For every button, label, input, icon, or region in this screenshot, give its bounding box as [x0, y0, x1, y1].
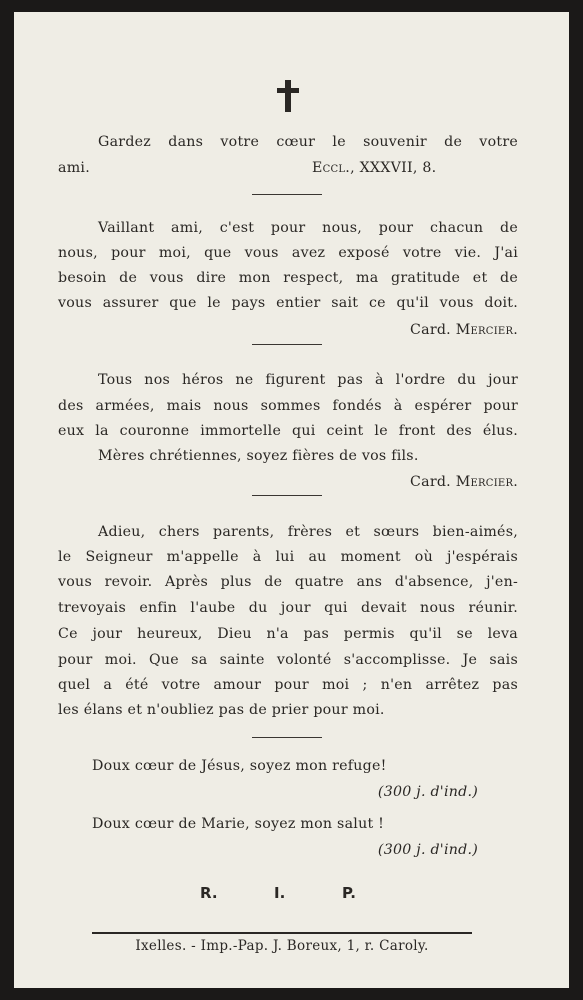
quote1-line: vous assurer que le pays entier sait ce qu'il vous doit.: [58, 295, 518, 311]
farewell-line: pour moi. Que sa sainte volonté s'accomplisse. Je sais: [58, 652, 518, 668]
separator-rule: [252, 194, 322, 195]
rip-i: I.: [274, 884, 286, 902]
farewell-last-line: les élans et n'oubliez pas de prier pour moi.: [58, 702, 385, 718]
epigraph-line-2: ami.: [58, 160, 90, 176]
prayer-marie: Doux cœur de Marie, soyez mon salut !: [92, 816, 385, 832]
rip-r: R.: [200, 884, 218, 902]
farewell-line: vous revoir. Après plus de quatre ans d'absence, j'en-: [58, 574, 518, 590]
quote1-line: nous, pour moi, que vous avez exposé votre vie. J'ai: [58, 245, 518, 261]
epigraph-line-1: Gardez dans votre cœur le souvenir de votre: [98, 134, 518, 150]
rip-p: P.: [342, 884, 356, 902]
prayer-jesus-indulgence: (300 j. d'ind.): [377, 784, 478, 800]
footer-rule: [92, 932, 472, 934]
farewell-line: Adieu, chers parents, frères et sœurs bien-aimés,: [98, 524, 518, 540]
quote2-line: des armées, mais nous sommes fondés à espérer pour: [58, 398, 518, 414]
printer-imprint: Ixelles. - Imp.-Pap. J. Boreux, 1, r. Caroly.: [135, 938, 429, 954]
separator-rule: [252, 737, 322, 738]
quote1-line: besoin de vous dire mon respect, ma gratitude et de: [58, 270, 518, 286]
farewell-line: quel a été votre amour pour moi ; n'en arrêtez pas: [58, 677, 518, 693]
quote1-line: Vaillant ami, c'est pour nous, pour chacun de: [98, 220, 518, 236]
quote1-author: Card. Mercier.: [410, 322, 518, 338]
quote2-author: Card. Mercier.: [410, 474, 518, 490]
quote2-line: Tous nos héros ne figurent pas à l'ordre du jour: [98, 372, 518, 388]
farewell-line: le Seigneur m'appelle à lui au moment où j'espérais: [58, 549, 518, 565]
quote2-line: eux la couronne immortelle qui ceint le front des élus.: [58, 423, 518, 439]
separator-rule: [252, 344, 322, 345]
cross-icon: [277, 80, 299, 112]
quote2-last-line: Mères chrétiennes, soyez fières de vos fils.: [98, 448, 419, 464]
farewell-line: Ce jour heureux, Dieu n'a pas permis qu'il se leva: [58, 626, 518, 642]
farewell-line: trevoyais enfin l'aube du jour qui devait nous réunir.: [58, 600, 518, 616]
epigraph-reference: Eccl., XXXVII, 8.: [312, 160, 437, 176]
separator-rule: [252, 495, 322, 496]
prayer-marie-indulgence: (300 j. d'ind.): [377, 842, 478, 858]
prayer-jesus: Doux cœur de Jésus, soyez mon refuge!: [92, 758, 387, 774]
